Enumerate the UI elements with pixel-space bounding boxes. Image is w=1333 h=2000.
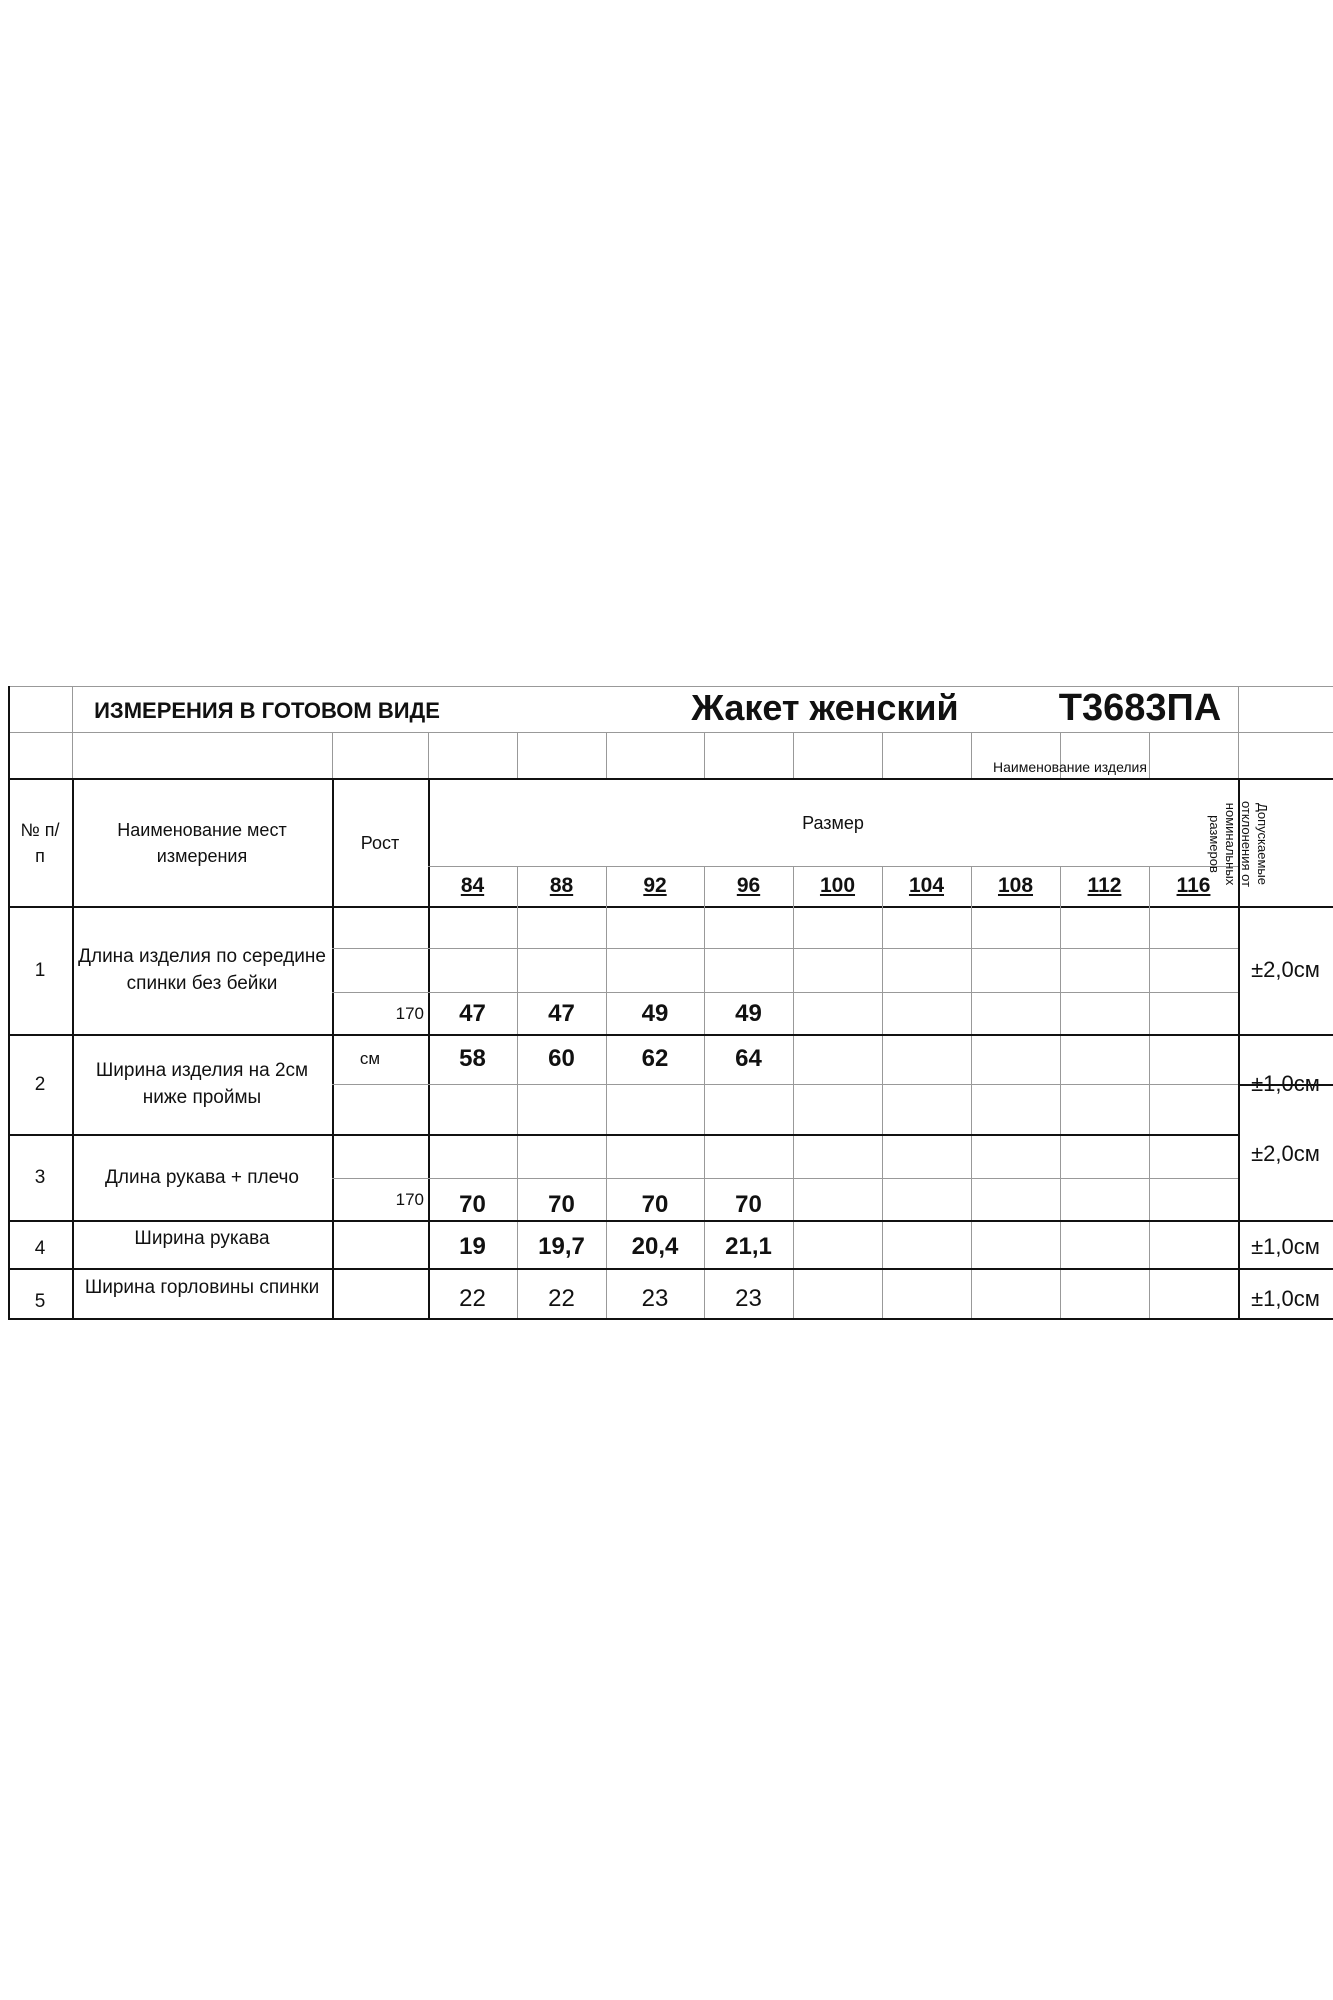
- tolerance-header-line: отклонения от: [1239, 800, 1254, 888]
- product-caption: Наименование изделия: [993, 759, 1147, 775]
- product-name: Жакет женский: [691, 687, 959, 728]
- size-header: 96: [736, 874, 761, 897]
- measurement-value: 22: [548, 1285, 575, 1312]
- tolerance-value: ±1,0см: [1251, 1286, 1320, 1311]
- tolerance-header-line: размеров: [1207, 815, 1222, 873]
- measurement-value: 47: [459, 1000, 486, 1027]
- grid-line: [606, 732, 607, 778]
- measurement-value: 21,1: [725, 1233, 772, 1260]
- measurement-value: 70: [459, 1191, 486, 1218]
- size-header: 84: [460, 874, 485, 897]
- measurement-value: 23: [641, 1285, 669, 1312]
- size-header: 100: [819, 874, 856, 897]
- grid-line: [882, 732, 883, 778]
- measurement-value: 23: [735, 1285, 762, 1312]
- measurement-value: 62: [641, 1045, 669, 1072]
- grid-line: [793, 866, 794, 1318]
- measurement-value: 60: [548, 1045, 575, 1072]
- tolerance-value: ±1,0см: [1251, 1234, 1320, 1259]
- col-num-header: № п/п: [20, 820, 60, 866]
- row-number: 4: [34, 1237, 46, 1259]
- measurement-value: 47: [548, 1000, 575, 1027]
- size-header: 112: [1087, 874, 1122, 897]
- grid-line: [1060, 866, 1061, 1318]
- measurement-name: Ширина рукава: [134, 1227, 270, 1249]
- grid-line: [332, 948, 1238, 949]
- height-value: 170: [395, 1190, 424, 1209]
- sheet-title: ИЗМЕРЕНИЯ В ГОТОВОМ ВИДЕ: [94, 698, 440, 723]
- measurement-name: Длина изделия по середине спинки без бейки: [78, 946, 326, 994]
- size-header: 116: [1176, 874, 1211, 897]
- grid-line: [793, 732, 794, 778]
- measurement-value: 49: [735, 1000, 762, 1027]
- measurement-value: 19,7: [538, 1233, 585, 1260]
- tolerance-value: ±2,0см: [1251, 957, 1320, 982]
- grid-line: [72, 732, 73, 778]
- tolerance-value: ±2,0см: [1251, 1141, 1320, 1166]
- measurement-value: 22: [459, 1285, 486, 1312]
- size-header: 104: [908, 874, 945, 897]
- measurement-value: 70: [641, 1191, 669, 1218]
- grid-line: [704, 732, 705, 778]
- grid-line: [882, 866, 883, 1318]
- row-number: 2: [34, 1073, 46, 1095]
- grid-line: [1238, 1220, 1333, 1222]
- measurement-name: Длина рукава + плечо: [105, 1166, 299, 1188]
- measurement-value: 20,4: [631, 1233, 679, 1260]
- size-header: 108: [997, 874, 1034, 897]
- measurement-value: 64: [735, 1045, 762, 1072]
- row-number: 3: [34, 1166, 46, 1188]
- measurement-name: Ширина горловины спинки: [84, 1276, 320, 1298]
- col-name-header: Наименование мест измерения: [117, 820, 287, 866]
- unit-label: см: [359, 1049, 381, 1068]
- grid-line: [1238, 732, 1239, 778]
- grid-line: [332, 992, 1238, 993]
- size-header: 88: [549, 874, 574, 897]
- product-code: Т3683ПА: [1058, 686, 1222, 729]
- grid-line: [517, 732, 518, 778]
- grid-line: [8, 1318, 1333, 1320]
- tolerance-header-line: Допускаемые: [1255, 802, 1270, 886]
- col-height-header: Рост: [360, 833, 400, 853]
- row-number: 1: [34, 959, 46, 981]
- grid-line: [332, 1178, 1238, 1179]
- row-number: 5: [34, 1290, 46, 1312]
- measurement-value: 70: [548, 1191, 575, 1218]
- measurement-name: Ширина изделия на 2см ниже проймы: [95, 1060, 309, 1108]
- measurement-value: 70: [735, 1191, 762, 1218]
- measurement-value: 58: [459, 1045, 486, 1072]
- tolerance-header-line: номинальных: [1223, 802, 1238, 886]
- grid-line: [8, 732, 1333, 733]
- size-header: 92: [643, 874, 667, 897]
- measurement-value: 49: [641, 1000, 669, 1027]
- grid-line: [332, 1084, 1238, 1085]
- col-size-header: Размер: [802, 813, 864, 833]
- grid-line: [971, 866, 972, 1318]
- grid-line: [428, 732, 429, 778]
- measurement-value: 19: [459, 1233, 486, 1260]
- tolerance-value: ±1,0см: [1251, 1071, 1320, 1096]
- grid-line: [332, 732, 333, 778]
- grid-line: [1149, 866, 1150, 1318]
- height-value: 170: [395, 1004, 424, 1023]
